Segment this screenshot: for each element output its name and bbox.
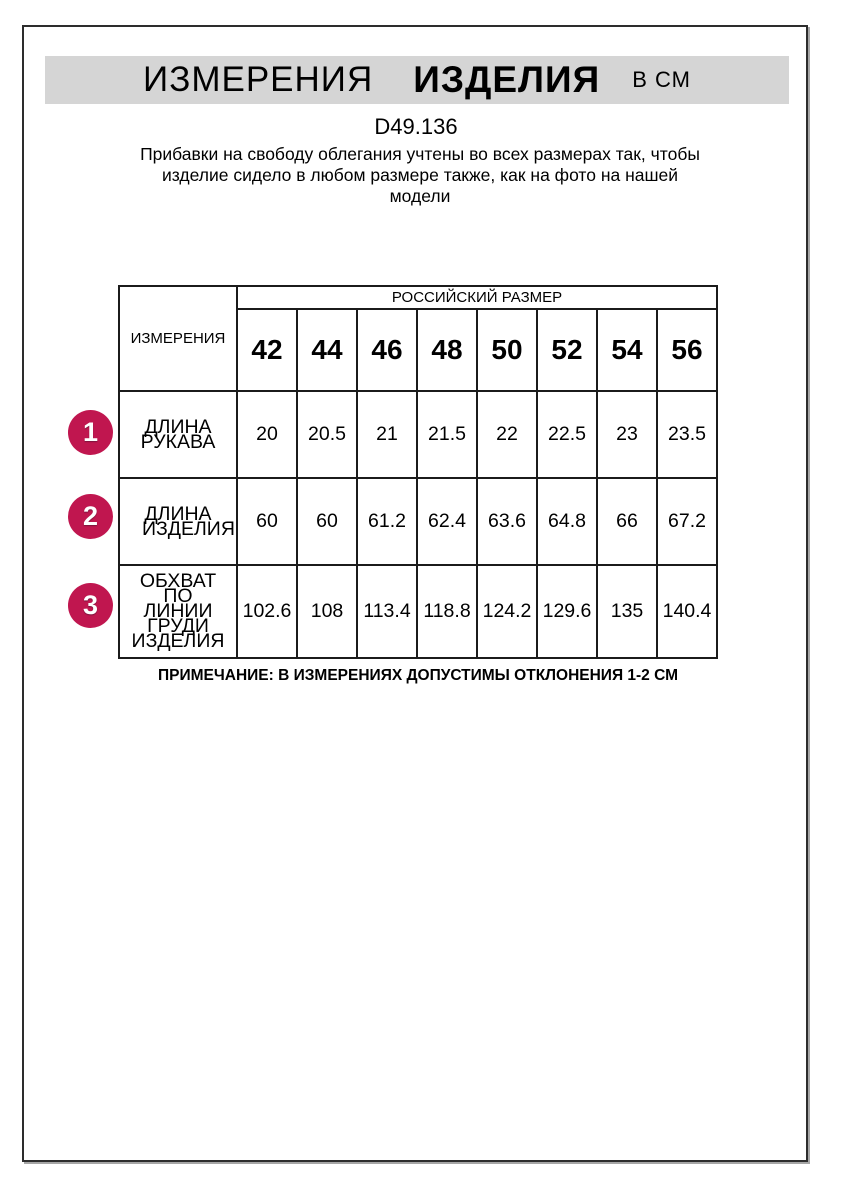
value-cell: 21.5 — [417, 391, 477, 478]
table-header-row — [119, 286, 717, 309]
size-col-header: 54 — [597, 309, 657, 391]
tolerance-note: ПРИМЕЧАНИЕ: В ИЗМЕРЕНИЯХ ДОПУСТИМЫ ОТКЛОНЕНИЯ 1-2 СМ — [157, 667, 679, 684]
table-row-chest-girth — [119, 565, 717, 658]
measurements-column-header: ИЗМЕРЕНИЯ — [119, 286, 237, 391]
row-marker-1: 1 — [68, 410, 113, 455]
row-marker-3: 3 — [68, 583, 113, 628]
value-cell: 61.2 — [357, 478, 417, 565]
title-banner — [45, 56, 789, 104]
table-row-sleeve-length — [119, 391, 717, 478]
product-code: D49.136 — [374, 114, 458, 139]
value-cell: 118.8 — [417, 565, 477, 658]
size-col-header: 42 — [237, 309, 297, 391]
size-group-header: РОССИЙСКИЙ РАЗМЕР — [237, 286, 717, 309]
value-cell: 60 — [237, 478, 297, 565]
value-cell: 108 — [297, 565, 357, 658]
fit-description — [110, 144, 730, 207]
page-title-emphasis: ИЗДЕЛИЯ — [413, 59, 601, 100]
value-cell: 64.8 — [537, 478, 597, 565]
value-cell: 23.5 — [657, 391, 717, 478]
value-cell: 67.2 — [657, 478, 717, 565]
page-title: ИЗМЕРЕНИЯ — [143, 60, 374, 99]
table-row-garment-length — [119, 478, 717, 565]
value-cell: 66 — [597, 478, 657, 565]
value-cell: 129.6 — [537, 565, 597, 658]
description-line: изделие сидело в любом размере также, как на фото на нашей — [161, 165, 679, 185]
description-line: Прибавки на свободу облегания учтены во всех размерах так, чтобы — [140, 144, 700, 164]
size-col-header: 52 — [537, 309, 597, 391]
page-title-unit: В СМ — [632, 67, 691, 92]
value-cell: 102.6 — [237, 565, 297, 658]
row-label-text: ОБХВАТ ПО ЛИНИИ ГРУДИ ИЗДЕЛИЯ — [131, 570, 225, 652]
value-cell: 63.6 — [477, 478, 537, 565]
size-col-header: 46 — [357, 309, 417, 391]
measurements-table — [118, 285, 718, 659]
row-label — [119, 478, 237, 565]
size-col-header: 44 — [297, 309, 357, 391]
value-cell: 140.4 — [657, 565, 717, 658]
row-label-text: ДЛИНА ИЗДЕЛИЯ — [142, 502, 235, 540]
value-cell: 113.4 — [357, 565, 417, 658]
value-cell: 21 — [357, 391, 417, 478]
row-label-text: ДЛИНА РУКАВА — [140, 415, 216, 453]
description-line: модели — [389, 186, 451, 206]
size-col-header: 50 — [477, 309, 537, 391]
value-cell: 62.4 — [417, 478, 477, 565]
value-cell: 124.2 — [477, 565, 537, 658]
row-label — [119, 565, 237, 658]
value-cell: 22 — [477, 391, 537, 478]
row-label — [119, 391, 237, 478]
value-cell: 60 — [297, 478, 357, 565]
row-marker-2: 2 — [68, 494, 113, 539]
value-cell: 20 — [237, 391, 297, 478]
value-cell: 135 — [597, 565, 657, 658]
value-cell: 20.5 — [297, 391, 357, 478]
size-col-header: 56 — [657, 309, 717, 391]
size-col-header: 48 — [417, 309, 477, 391]
value-cell: 23 — [597, 391, 657, 478]
value-cell: 22.5 — [537, 391, 597, 478]
